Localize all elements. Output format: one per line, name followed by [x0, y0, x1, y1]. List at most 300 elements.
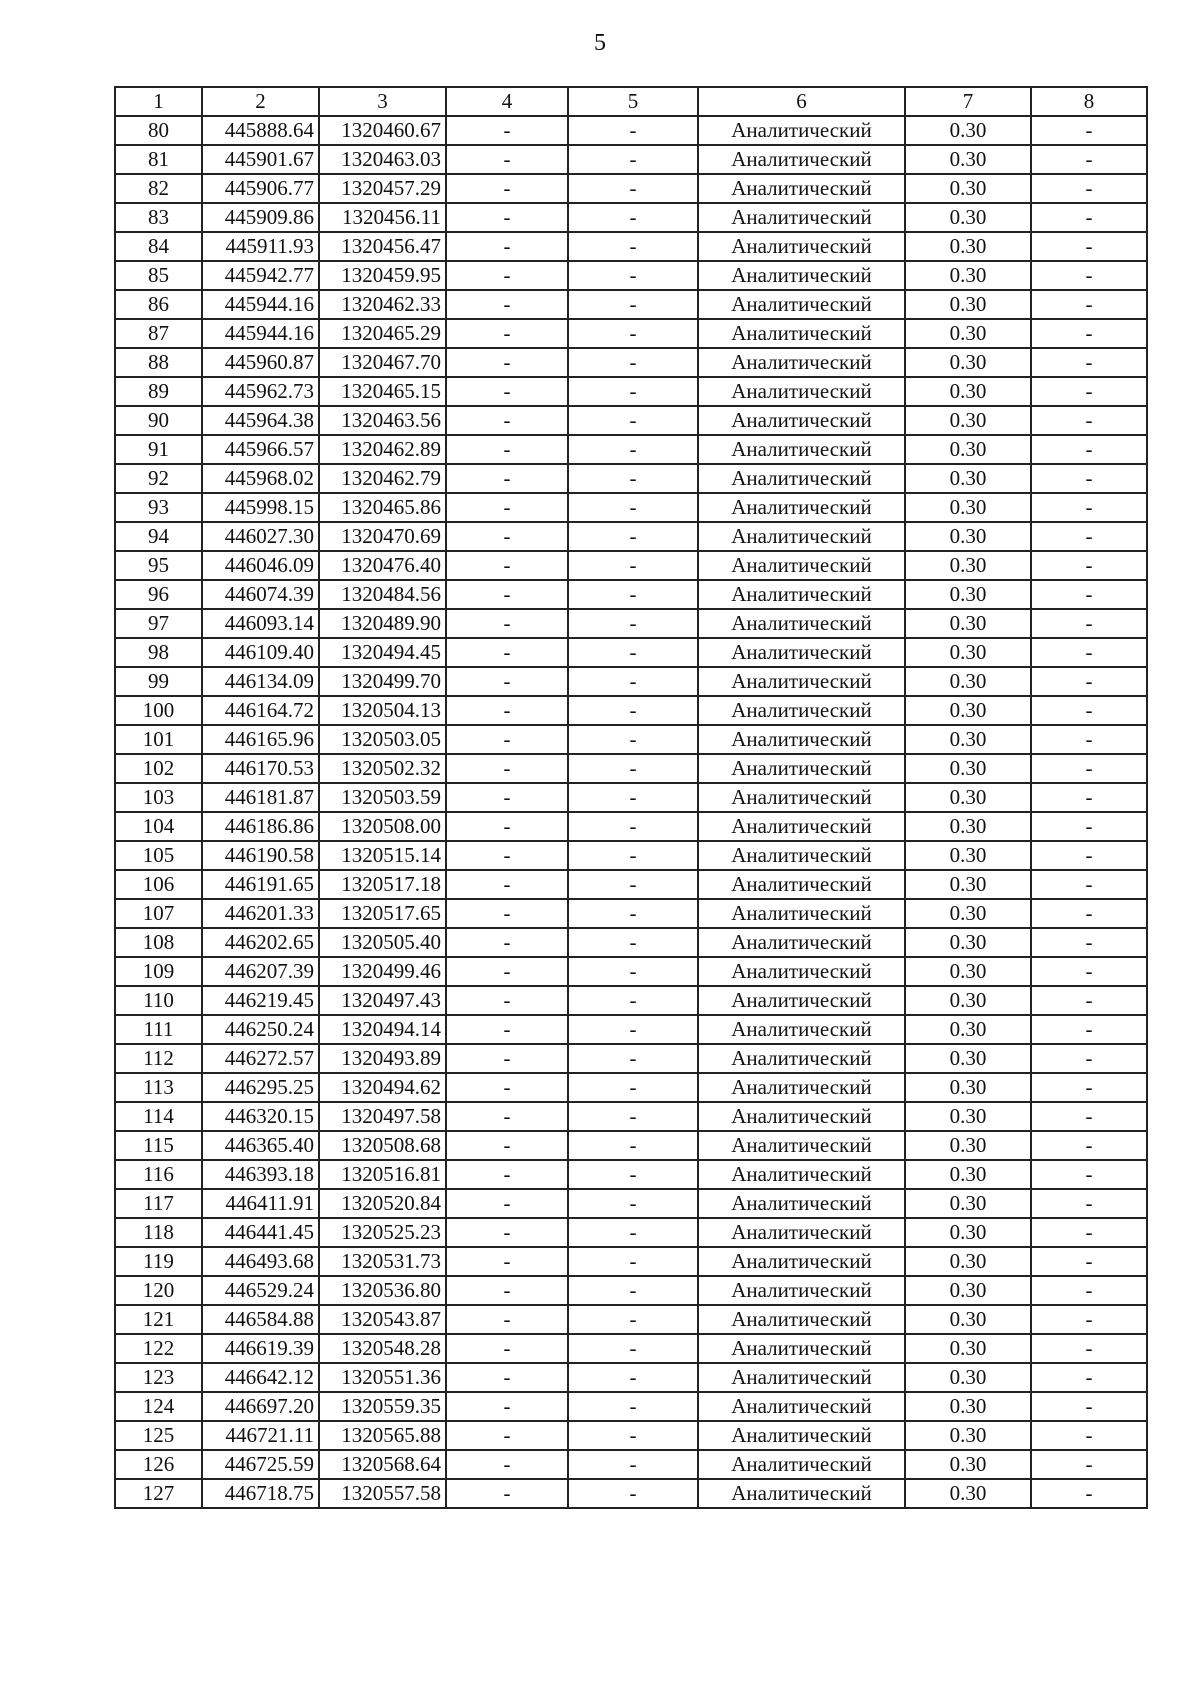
method-cell: Аналитический — [698, 522, 905, 551]
method-cell: Аналитический — [698, 1450, 905, 1479]
col-8-value-cell: - — [1031, 841, 1147, 870]
x-coordinate-cell: 446250.24 — [202, 1015, 319, 1044]
y-coordinate-cell: 1320531.73 — [319, 1247, 446, 1276]
method-cell: Аналитический — [698, 667, 905, 696]
col-8-value-cell: - — [1031, 232, 1147, 261]
table-row — [115, 1276, 1147, 1305]
method-cell: Аналитический — [698, 870, 905, 899]
method-cell: Аналитический — [698, 754, 905, 783]
method-cell: Аналитический — [698, 290, 905, 319]
point-number-cell: 111 — [115, 1015, 202, 1044]
col-5-value-cell: - — [568, 841, 698, 870]
col-8-value-cell: - — [1031, 435, 1147, 464]
accuracy-cell: 0.30 — [905, 928, 1031, 957]
accuracy-cell: 0.30 — [905, 348, 1031, 377]
method-cell: Аналитический — [698, 783, 905, 812]
col-4-value-cell: - — [446, 580, 568, 609]
col-8-value-cell: - — [1031, 899, 1147, 928]
method-cell: Аналитический — [698, 1363, 905, 1392]
col-8-value-cell: - — [1031, 1102, 1147, 1131]
accuracy-cell: 0.30 — [905, 667, 1031, 696]
x-coordinate-cell: 446027.30 — [202, 522, 319, 551]
col-5-value-cell: - — [568, 1363, 698, 1392]
x-coordinate-cell: 446201.33 — [202, 899, 319, 928]
method-cell: Аналитический — [698, 145, 905, 174]
y-coordinate-cell: 1320463.56 — [319, 406, 446, 435]
y-coordinate-cell: 1320493.89 — [319, 1044, 446, 1073]
table-row — [115, 1102, 1147, 1131]
table-row — [115, 406, 1147, 435]
col-8-value-cell: - — [1031, 870, 1147, 899]
point-number-cell: 122 — [115, 1334, 202, 1363]
col-5-value-cell: - — [568, 638, 698, 667]
col-4-value-cell: - — [446, 1479, 568, 1508]
table-row — [115, 928, 1147, 957]
y-coordinate-cell: 1320499.70 — [319, 667, 446, 696]
y-coordinate-cell: 1320504.13 — [319, 696, 446, 725]
y-coordinate-cell: 1320494.62 — [319, 1073, 446, 1102]
method-cell: Аналитический — [698, 899, 905, 928]
method-cell: Аналитический — [698, 319, 905, 348]
y-coordinate-cell: 1320499.46 — [319, 957, 446, 986]
x-coordinate-cell: 446109.40 — [202, 638, 319, 667]
method-cell: Аналитический — [698, 1392, 905, 1421]
y-coordinate-cell: 1320508.68 — [319, 1131, 446, 1160]
table-row — [115, 1334, 1147, 1363]
table-row — [115, 1044, 1147, 1073]
accuracy-cell: 0.30 — [905, 870, 1031, 899]
point-number-cell: 123 — [115, 1363, 202, 1392]
method-cell: Аналитический — [698, 1276, 905, 1305]
col-8-value-cell: - — [1031, 812, 1147, 841]
y-coordinate-cell: 1320456.47 — [319, 232, 446, 261]
point-number-cell: 99 — [115, 667, 202, 696]
column-header-1: 1 — [115, 87, 202, 116]
method-cell: Аналитический — [698, 580, 905, 609]
point-number-cell: 82 — [115, 174, 202, 203]
point-number-cell: 110 — [115, 986, 202, 1015]
table-row — [115, 464, 1147, 493]
col-8-value-cell: - — [1031, 1479, 1147, 1508]
accuracy-cell: 0.30 — [905, 1131, 1031, 1160]
accuracy-cell: 0.30 — [905, 725, 1031, 754]
x-coordinate-cell: 446046.09 — [202, 551, 319, 580]
col-8-value-cell: - — [1031, 725, 1147, 754]
accuracy-cell: 0.30 — [905, 290, 1031, 319]
table-row — [115, 261, 1147, 290]
col-5-value-cell: - — [568, 1160, 698, 1189]
accuracy-cell: 0.30 — [905, 1218, 1031, 1247]
col-8-value-cell: - — [1031, 551, 1147, 580]
accuracy-cell: 0.30 — [905, 464, 1031, 493]
point-number-cell: 88 — [115, 348, 202, 377]
point-number-cell: 108 — [115, 928, 202, 957]
col-5-value-cell: - — [568, 377, 698, 406]
x-coordinate-cell: 446411.91 — [202, 1189, 319, 1218]
col-4-value-cell: - — [446, 1189, 568, 1218]
method-cell: Аналитический — [698, 232, 905, 261]
col-4-value-cell: - — [446, 609, 568, 638]
y-coordinate-cell: 1320465.29 — [319, 319, 446, 348]
method-cell: Аналитический — [698, 1131, 905, 1160]
accuracy-cell: 0.30 — [905, 1102, 1031, 1131]
table-row — [115, 551, 1147, 580]
col-5-value-cell: - — [568, 319, 698, 348]
col-8-value-cell: - — [1031, 609, 1147, 638]
col-4-value-cell: - — [446, 174, 568, 203]
accuracy-cell: 0.30 — [905, 1160, 1031, 1189]
col-8-value-cell: - — [1031, 1160, 1147, 1189]
point-number-cell: 106 — [115, 870, 202, 899]
y-coordinate-cell: 1320497.58 — [319, 1102, 446, 1131]
point-number-cell: 87 — [115, 319, 202, 348]
x-coordinate-cell: 445888.64 — [202, 116, 319, 145]
table-row — [115, 1189, 1147, 1218]
x-coordinate-cell: 445944.16 — [202, 290, 319, 319]
col-8-value-cell: - — [1031, 783, 1147, 812]
accuracy-cell: 0.30 — [905, 1247, 1031, 1276]
col-8-value-cell: - — [1031, 957, 1147, 986]
point-number-cell: 94 — [115, 522, 202, 551]
col-4-value-cell: - — [446, 1073, 568, 1102]
x-coordinate-cell: 446202.65 — [202, 928, 319, 957]
col-5-value-cell: - — [568, 522, 698, 551]
x-coordinate-cell: 445944.16 — [202, 319, 319, 348]
col-4-value-cell: - — [446, 754, 568, 783]
x-coordinate-cell: 446181.87 — [202, 783, 319, 812]
x-coordinate-cell: 446529.24 — [202, 1276, 319, 1305]
accuracy-cell: 0.30 — [905, 1334, 1031, 1363]
table-body — [115, 116, 1147, 1508]
x-coordinate-cell: 446219.45 — [202, 986, 319, 1015]
col-4-value-cell: - — [446, 348, 568, 377]
accuracy-cell: 0.30 — [905, 812, 1031, 841]
accuracy-cell: 0.30 — [905, 899, 1031, 928]
point-number-cell: 89 — [115, 377, 202, 406]
col-4-value-cell: - — [446, 696, 568, 725]
col-5-value-cell: - — [568, 1479, 698, 1508]
col-8-value-cell: - — [1031, 174, 1147, 203]
y-coordinate-cell: 1320517.65 — [319, 899, 446, 928]
method-cell: Аналитический — [698, 1015, 905, 1044]
col-4-value-cell: - — [446, 261, 568, 290]
col-4-value-cell: - — [446, 870, 568, 899]
table-row — [115, 1160, 1147, 1189]
point-number-cell: 119 — [115, 1247, 202, 1276]
point-number-cell: 113 — [115, 1073, 202, 1102]
x-coordinate-cell: 446619.39 — [202, 1334, 319, 1363]
table-row — [115, 783, 1147, 812]
x-coordinate-cell: 445901.67 — [202, 145, 319, 174]
method-cell: Аналитический — [698, 1073, 905, 1102]
table-row — [115, 174, 1147, 203]
accuracy-cell: 0.30 — [905, 1044, 1031, 1073]
col-4-value-cell: - — [446, 812, 568, 841]
accuracy-cell: 0.30 — [905, 1479, 1031, 1508]
x-coordinate-cell: 446074.39 — [202, 580, 319, 609]
method-cell: Аналитический — [698, 1102, 905, 1131]
x-coordinate-cell: 445964.38 — [202, 406, 319, 435]
accuracy-cell: 0.30 — [905, 1450, 1031, 1479]
y-coordinate-cell: 1320543.87 — [319, 1305, 446, 1334]
method-cell: Аналитический — [698, 1044, 905, 1073]
col-4-value-cell: - — [446, 1044, 568, 1073]
accuracy-cell: 0.30 — [905, 957, 1031, 986]
col-8-value-cell: - — [1031, 203, 1147, 232]
y-coordinate-cell: 1320457.29 — [319, 174, 446, 203]
col-5-value-cell: - — [568, 725, 698, 754]
accuracy-cell: 0.30 — [905, 116, 1031, 145]
col-5-value-cell: - — [568, 754, 698, 783]
method-cell: Аналитический — [698, 1305, 905, 1334]
x-coordinate-cell: 445998.15 — [202, 493, 319, 522]
header-row — [115, 87, 1147, 116]
accuracy-cell: 0.30 — [905, 1421, 1031, 1450]
col-4-value-cell: - — [446, 464, 568, 493]
col-8-value-cell: - — [1031, 1015, 1147, 1044]
x-coordinate-cell: 446186.86 — [202, 812, 319, 841]
table-row — [115, 435, 1147, 464]
x-coordinate-cell: 446190.58 — [202, 841, 319, 870]
col-5-value-cell: - — [568, 1247, 698, 1276]
col-4-value-cell: - — [446, 232, 568, 261]
col-4-value-cell: - — [446, 1102, 568, 1131]
point-number-cell: 118 — [115, 1218, 202, 1247]
col-8-value-cell: - — [1031, 348, 1147, 377]
accuracy-cell: 0.30 — [905, 319, 1031, 348]
table-row — [115, 725, 1147, 754]
column-header-8: 8 — [1031, 87, 1147, 116]
method-cell: Аналитический — [698, 406, 905, 435]
method-cell: Аналитический — [698, 377, 905, 406]
point-number-cell: 80 — [115, 116, 202, 145]
col-5-value-cell: - — [568, 406, 698, 435]
col-4-value-cell: - — [446, 1218, 568, 1247]
col-4-value-cell: - — [446, 145, 568, 174]
point-number-cell: 102 — [115, 754, 202, 783]
col-8-value-cell: - — [1031, 928, 1147, 957]
col-5-value-cell: - — [568, 986, 698, 1015]
method-cell: Аналитический — [698, 1421, 905, 1450]
col-8-value-cell: - — [1031, 1334, 1147, 1363]
col-4-value-cell: - — [446, 725, 568, 754]
col-5-value-cell: - — [568, 290, 698, 319]
point-number-cell: 116 — [115, 1160, 202, 1189]
col-5-value-cell: - — [568, 1102, 698, 1131]
x-coordinate-cell: 446441.45 — [202, 1218, 319, 1247]
col-5-value-cell: - — [568, 348, 698, 377]
col-4-value-cell: - — [446, 1363, 568, 1392]
table-row — [115, 232, 1147, 261]
col-5-value-cell: - — [568, 435, 698, 464]
table-row — [115, 522, 1147, 551]
method-cell: Аналитический — [698, 261, 905, 290]
col-8-value-cell: - — [1031, 406, 1147, 435]
y-coordinate-cell: 1320557.58 — [319, 1479, 446, 1508]
table-row — [115, 1247, 1147, 1276]
x-coordinate-cell: 446721.11 — [202, 1421, 319, 1450]
method-cell: Аналитический — [698, 203, 905, 232]
col-8-value-cell: - — [1031, 493, 1147, 522]
col-8-value-cell: - — [1031, 1044, 1147, 1073]
y-coordinate-cell: 1320565.88 — [319, 1421, 446, 1450]
col-5-value-cell: - — [568, 696, 698, 725]
point-number-cell: 86 — [115, 290, 202, 319]
table-row — [115, 754, 1147, 783]
y-coordinate-cell: 1320465.15 — [319, 377, 446, 406]
y-coordinate-cell: 1320489.90 — [319, 609, 446, 638]
accuracy-cell: 0.30 — [905, 754, 1031, 783]
accuracy-cell: 0.30 — [905, 551, 1031, 580]
point-number-cell: 100 — [115, 696, 202, 725]
x-coordinate-cell: 446272.57 — [202, 1044, 319, 1073]
col-5-value-cell: - — [568, 116, 698, 145]
accuracy-cell: 0.30 — [905, 638, 1031, 667]
table-row — [115, 1421, 1147, 1450]
col-4-value-cell: - — [446, 841, 568, 870]
column-header-7: 7 — [905, 87, 1031, 116]
x-coordinate-cell: 445911.93 — [202, 232, 319, 261]
accuracy-cell: 0.30 — [905, 406, 1031, 435]
method-cell: Аналитический — [698, 841, 905, 870]
point-number-cell: 114 — [115, 1102, 202, 1131]
accuracy-cell: 0.30 — [905, 145, 1031, 174]
col-8-value-cell: - — [1031, 1189, 1147, 1218]
col-4-value-cell: - — [446, 319, 568, 348]
table-row — [115, 145, 1147, 174]
y-coordinate-cell: 1320494.45 — [319, 638, 446, 667]
y-coordinate-cell: 1320536.80 — [319, 1276, 446, 1305]
y-coordinate-cell: 1320548.28 — [319, 1334, 446, 1363]
accuracy-cell: 0.30 — [905, 1392, 1031, 1421]
coordinates-table — [114, 86, 1148, 1509]
col-4-value-cell: - — [446, 551, 568, 580]
x-coordinate-cell: 446295.25 — [202, 1073, 319, 1102]
method-cell: Аналитический — [698, 1189, 905, 1218]
point-number-cell: 83 — [115, 203, 202, 232]
accuracy-cell: 0.30 — [905, 696, 1031, 725]
col-4-value-cell: - — [446, 1392, 568, 1421]
col-4-value-cell: - — [446, 638, 568, 667]
y-coordinate-cell: 1320551.36 — [319, 1363, 446, 1392]
col-4-value-cell: - — [446, 1450, 568, 1479]
accuracy-cell: 0.30 — [905, 841, 1031, 870]
col-5-value-cell: - — [568, 957, 698, 986]
point-number-cell: 125 — [115, 1421, 202, 1450]
col-8-value-cell: - — [1031, 261, 1147, 290]
col-4-value-cell: - — [446, 116, 568, 145]
point-number-cell: 107 — [115, 899, 202, 928]
col-8-value-cell: - — [1031, 1131, 1147, 1160]
col-4-value-cell: - — [446, 1276, 568, 1305]
point-number-cell: 112 — [115, 1044, 202, 1073]
accuracy-cell: 0.30 — [905, 174, 1031, 203]
y-coordinate-cell: 1320465.86 — [319, 493, 446, 522]
col-5-value-cell: - — [568, 1276, 698, 1305]
col-4-value-cell: - — [446, 1015, 568, 1044]
col-8-value-cell: - — [1031, 580, 1147, 609]
col-5-value-cell: - — [568, 1421, 698, 1450]
x-coordinate-cell: 445962.73 — [202, 377, 319, 406]
table-row — [115, 377, 1147, 406]
point-number-cell: 120 — [115, 1276, 202, 1305]
method-cell: Аналитический — [698, 435, 905, 464]
col-5-value-cell: - — [568, 580, 698, 609]
y-coordinate-cell: 1320503.05 — [319, 725, 446, 754]
table-row — [115, 348, 1147, 377]
col-8-value-cell: - — [1031, 638, 1147, 667]
point-number-cell: 101 — [115, 725, 202, 754]
y-coordinate-cell: 1320559.35 — [319, 1392, 446, 1421]
col-8-value-cell: - — [1031, 377, 1147, 406]
col-4-value-cell: - — [446, 203, 568, 232]
accuracy-cell: 0.30 — [905, 435, 1031, 464]
col-5-value-cell: - — [568, 551, 698, 580]
method-cell: Аналитический — [698, 1218, 905, 1247]
col-8-value-cell: - — [1031, 116, 1147, 145]
column-header-6: 6 — [698, 87, 905, 116]
col-5-value-cell: - — [568, 1131, 698, 1160]
y-coordinate-cell: 1320515.14 — [319, 841, 446, 870]
col-8-value-cell: - — [1031, 522, 1147, 551]
x-coordinate-cell: 446191.65 — [202, 870, 319, 899]
method-cell: Аналитический — [698, 986, 905, 1015]
y-coordinate-cell: 1320505.40 — [319, 928, 446, 957]
x-coordinate-cell: 446365.40 — [202, 1131, 319, 1160]
col-4-value-cell: - — [446, 1334, 568, 1363]
table-row — [115, 870, 1147, 899]
table-row — [115, 638, 1147, 667]
x-coordinate-cell: 445909.86 — [202, 203, 319, 232]
x-coordinate-cell: 445906.77 — [202, 174, 319, 203]
point-number-cell: 81 — [115, 145, 202, 174]
x-coordinate-cell: 445942.77 — [202, 261, 319, 290]
point-number-cell: 91 — [115, 435, 202, 464]
col-5-value-cell: - — [568, 203, 698, 232]
col-5-value-cell: - — [568, 783, 698, 812]
table-row — [115, 1305, 1147, 1334]
y-coordinate-cell: 1320516.81 — [319, 1160, 446, 1189]
accuracy-cell: 0.30 — [905, 203, 1031, 232]
point-number-cell: 117 — [115, 1189, 202, 1218]
x-coordinate-cell: 446320.15 — [202, 1102, 319, 1131]
y-coordinate-cell: 1320460.67 — [319, 116, 446, 145]
method-cell: Аналитический — [698, 957, 905, 986]
y-coordinate-cell: 1320462.79 — [319, 464, 446, 493]
col-8-value-cell: - — [1031, 1276, 1147, 1305]
y-coordinate-cell: 1320484.56 — [319, 580, 446, 609]
col-5-value-cell: - — [568, 1450, 698, 1479]
page-number: 5 — [594, 30, 606, 56]
column-header-5: 5 — [568, 87, 698, 116]
point-number-cell: 84 — [115, 232, 202, 261]
point-number-cell: 92 — [115, 464, 202, 493]
x-coordinate-cell: 446134.09 — [202, 667, 319, 696]
accuracy-cell: 0.30 — [905, 232, 1031, 261]
x-coordinate-cell: 446697.20 — [202, 1392, 319, 1421]
table-row — [115, 1073, 1147, 1102]
table-row — [115, 1392, 1147, 1421]
x-coordinate-cell: 445968.02 — [202, 464, 319, 493]
table-row — [115, 696, 1147, 725]
col-5-value-cell: - — [568, 1189, 698, 1218]
col-8-value-cell: - — [1031, 145, 1147, 174]
x-coordinate-cell: 446165.96 — [202, 725, 319, 754]
y-coordinate-cell: 1320517.18 — [319, 870, 446, 899]
column-header-2: 2 — [202, 87, 319, 116]
col-5-value-cell: - — [568, 174, 698, 203]
table-row — [115, 1450, 1147, 1479]
